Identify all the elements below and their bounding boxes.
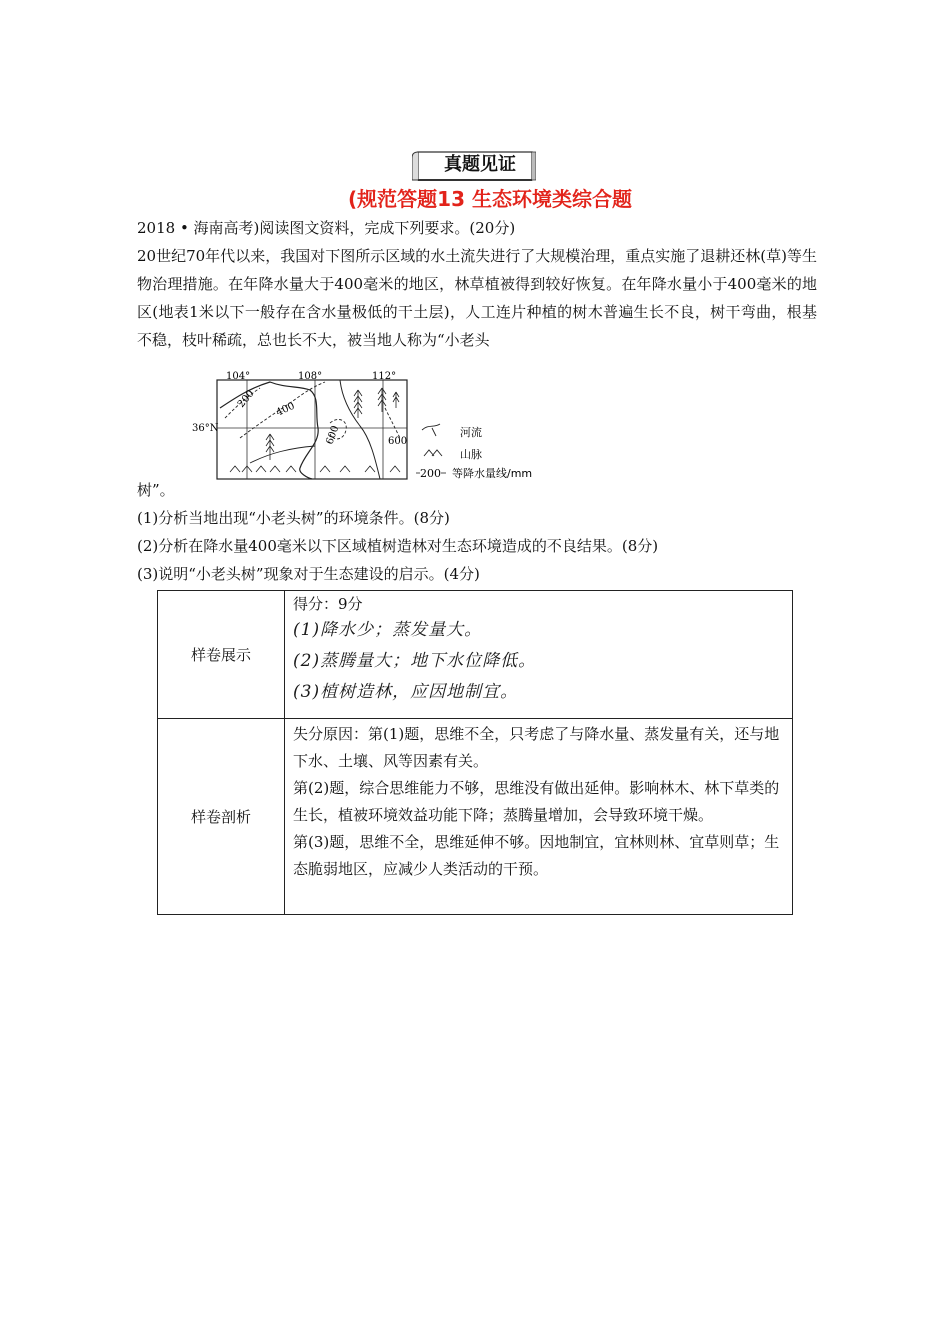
analysis-text-1: 失分原因：第(1)题，思维不全，只考虑了与降水量、蒸发量有关，还与地下水、土壤、风等因素有关。 [293,725,780,770]
lat-label: 36°N [192,423,219,434]
analysis-text-3: 第(3)题，思维不全，思维延伸不够。因地制宜，宜林则林、宜草则草；生态脆弱地区，应减少人类活动的干预。 [293,833,780,878]
legend-mountain-label: 山脉 [460,448,482,461]
legend-isohyet-label: 等降水量线/mm [452,467,533,480]
page-title: (规范答题13 生态环境类综合题 [348,187,632,211]
questions-list [137,504,658,588]
row-label-analysis: 样卷剖析 [158,719,285,915]
legend-isohyet-sample: 200 [420,467,441,480]
lon-label: 108° [298,371,323,382]
question-2: (2)分析在降水量400毫米以下区域植树造林对生态环境造成的不良结果。(8分) [137,537,659,555]
banner-label: 真题见证 [444,154,516,175]
question-intro [137,214,817,354]
lon-label: 112° [372,371,397,382]
question-1: (1)分析当地出现“小老头树”的环境条件。(8分) [137,509,450,527]
question-paragraph: 20世纪70年代以来，我国对下图所示区域的水土流失进行了大规模治理，重点实施了退耕还林(草)等生物治理措施。在年降水量大于400毫米的地区，林草植被得到较好恢复。在年降水量小于400毫米的地区(地表1米以下一般存在含水量极低的干土层)，人工连片种植的树木普遍生长不良，树干弯曲，根基不稳，枝叶稀疏，总也长不大，被当地人称为“小老头 [137,247,817,349]
isohyet-label: 400 [274,400,297,419]
isohyet-label: 600 [324,424,342,447]
isohyet-label: 200 [235,388,257,410]
legend-river-symbol [422,424,440,436]
handwritten-answer-2: (2)蒸腾量大；地下水位降低。 [293,651,537,671]
table-row [158,719,793,915]
question-source: 2018 • 海南高考)阅读图文资料，完成下列要求。(20分) [137,219,516,237]
legend-mountain-symbol [424,450,442,456]
sample-answer-table [157,590,793,915]
handwritten-answer-1: (1)降水少；蒸发量大。 [293,620,483,640]
region-map [190,368,570,483]
analysis-cell [285,719,793,915]
legend-river-label: 河流 [460,426,482,439]
lon-label: 104° [226,371,251,382]
score-text: 得分：9分 [293,595,363,613]
analysis-text-2: 第(2)题，综合思维能力不够，思维没有做出延伸。影响林木、林下草类的生长，植被环境效益功能下降；蒸腾量增加，会导致环境干燥。 [293,779,780,824]
sample-answer-cell [285,591,793,719]
handwritten-answer-3: (3)植树造林，应因地制宜。 [293,682,519,702]
row-label-sample: 样卷展示 [158,591,285,719]
paragraph-tail: 树”。 [137,481,175,499]
question-3: (3)说明“小老头树”现象对于生态建设的启示。(4分) [137,565,480,583]
table-row [158,591,793,719]
isohyet-label: 600 [388,436,408,447]
